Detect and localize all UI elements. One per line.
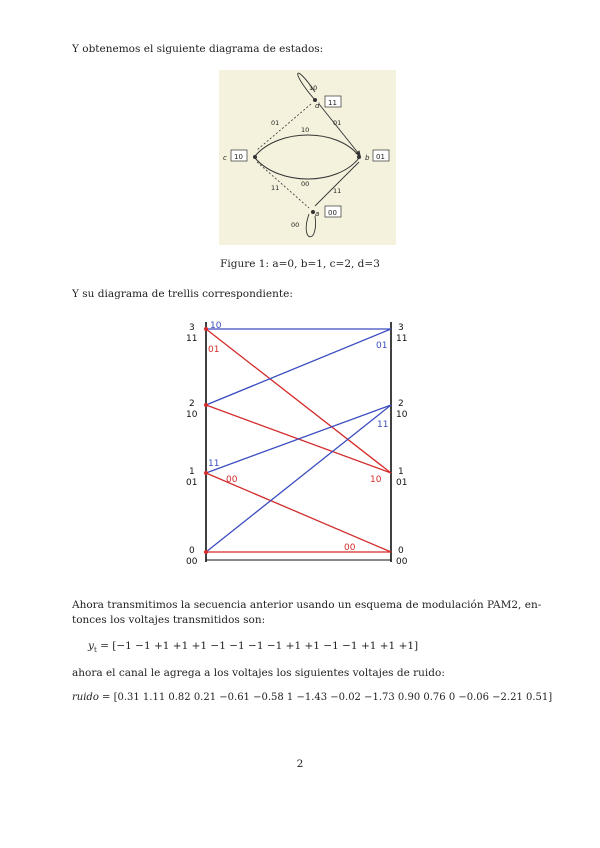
transition-label: 11: [333, 187, 342, 195]
trellis-left-state-value: 1: [189, 467, 195, 477]
state-b-code: 01: [376, 153, 385, 161]
noise-symbol: ruido: [72, 692, 99, 703]
state-a-code: 00: [328, 209, 337, 217]
trellis-edge-3-1: [206, 329, 391, 473]
state-c-code: 10: [234, 153, 243, 161]
transition-label: 01: [271, 119, 280, 127]
trellis-left-state-code: 11: [186, 334, 198, 344]
trellis-right-state-value: 3: [398, 323, 404, 333]
trellis-edge-label-3-3: 10: [210, 321, 222, 331]
trellis-diagram: [180, 316, 420, 576]
trellis-edge-label-3-1: 01: [208, 345, 220, 355]
trellis-right-state-value: 1: [398, 467, 404, 477]
trellis-left-state-code: 10: [186, 410, 198, 420]
trellis-intro: Y su diagrama de trellis correspondiente:: [72, 288, 293, 300]
trellis-edge-label-2-1: 10: [370, 475, 382, 485]
trellis-left-state-code: 00: [186, 557, 198, 567]
transition-label: 10: [301, 126, 310, 134]
noise-intro: ahora el canal le agrega a los voltajes los siguientes voltajes de ruido:: [72, 667, 445, 679]
trellis-edge-label-1-0: 00: [226, 475, 238, 485]
trellis-right-state-value: 0: [398, 546, 404, 556]
noise-values: = [0.31 1.11 0.82 0.21 −0.61 −0.58 1 −1.43 −0.02 −1.73 0.90 0.76 0 −0.06 −2.21 0.51]: [102, 692, 553, 703]
trellis-left-state-value: 0: [189, 546, 195, 556]
yt-symbol: y: [88, 640, 94, 652]
state-d-code: 11: [328, 99, 337, 107]
state-b-name: b: [365, 154, 370, 162]
yt-subscript: t: [93, 646, 97, 655]
transition-label: 11: [271, 184, 280, 192]
transmit-text-line2: tonces los voltajes transmitidos son:: [72, 614, 266, 626]
transition-label: 00: [301, 180, 310, 188]
yt-equation: [88, 640, 418, 654]
trellis-left-state-code: 01: [186, 478, 198, 488]
intro-text: Y obtenemos el siguiente diagrama de estados:: [72, 43, 324, 55]
trellis-right-state-code: 10: [396, 410, 408, 420]
figure-caption: Figure 1: a=0, b=1, c=2, d=3: [220, 258, 380, 270]
state-d-name: d: [315, 102, 320, 110]
transmit-text-line1: Ahora transmitimos la secuencia anterior usando un esquema de modulación PAM2, en-: [72, 599, 542, 611]
state-diagram: [219, 70, 396, 245]
state-a-name: a: [315, 210, 320, 218]
trellis-left-state-value: 3: [189, 323, 195, 333]
trellis-edge-label-2-3: 01: [376, 341, 388, 351]
trellis-edge-label-0-0: 00: [344, 543, 356, 553]
transition-label: 10: [309, 84, 318, 92]
trellis-edge-2-3: [206, 329, 391, 405]
transition-label: 01: [333, 119, 342, 127]
trellis-edge-label-1-3: 11: [208, 459, 220, 469]
trellis-right-state-value: 2: [398, 399, 404, 409]
page-number: 2: [296, 758, 304, 770]
trellis-edge-label-1-2: 11: [377, 420, 389, 430]
state-c-name: c: [223, 154, 227, 162]
trellis-left-state-value: 2: [189, 399, 195, 409]
trellis-right-state-code: 01: [396, 478, 408, 488]
noise-equation: [72, 692, 552, 703]
transition-label: 00: [291, 221, 300, 229]
trellis-right-state-code: 00: [396, 557, 408, 567]
yt-values: = [−1 −1 +1 +1 +1 −1 −1 −1 −1 +1 +1 −1 −1 +1 +1 +1]: [100, 640, 419, 652]
trellis-right-state-code: 11: [396, 334, 408, 344]
